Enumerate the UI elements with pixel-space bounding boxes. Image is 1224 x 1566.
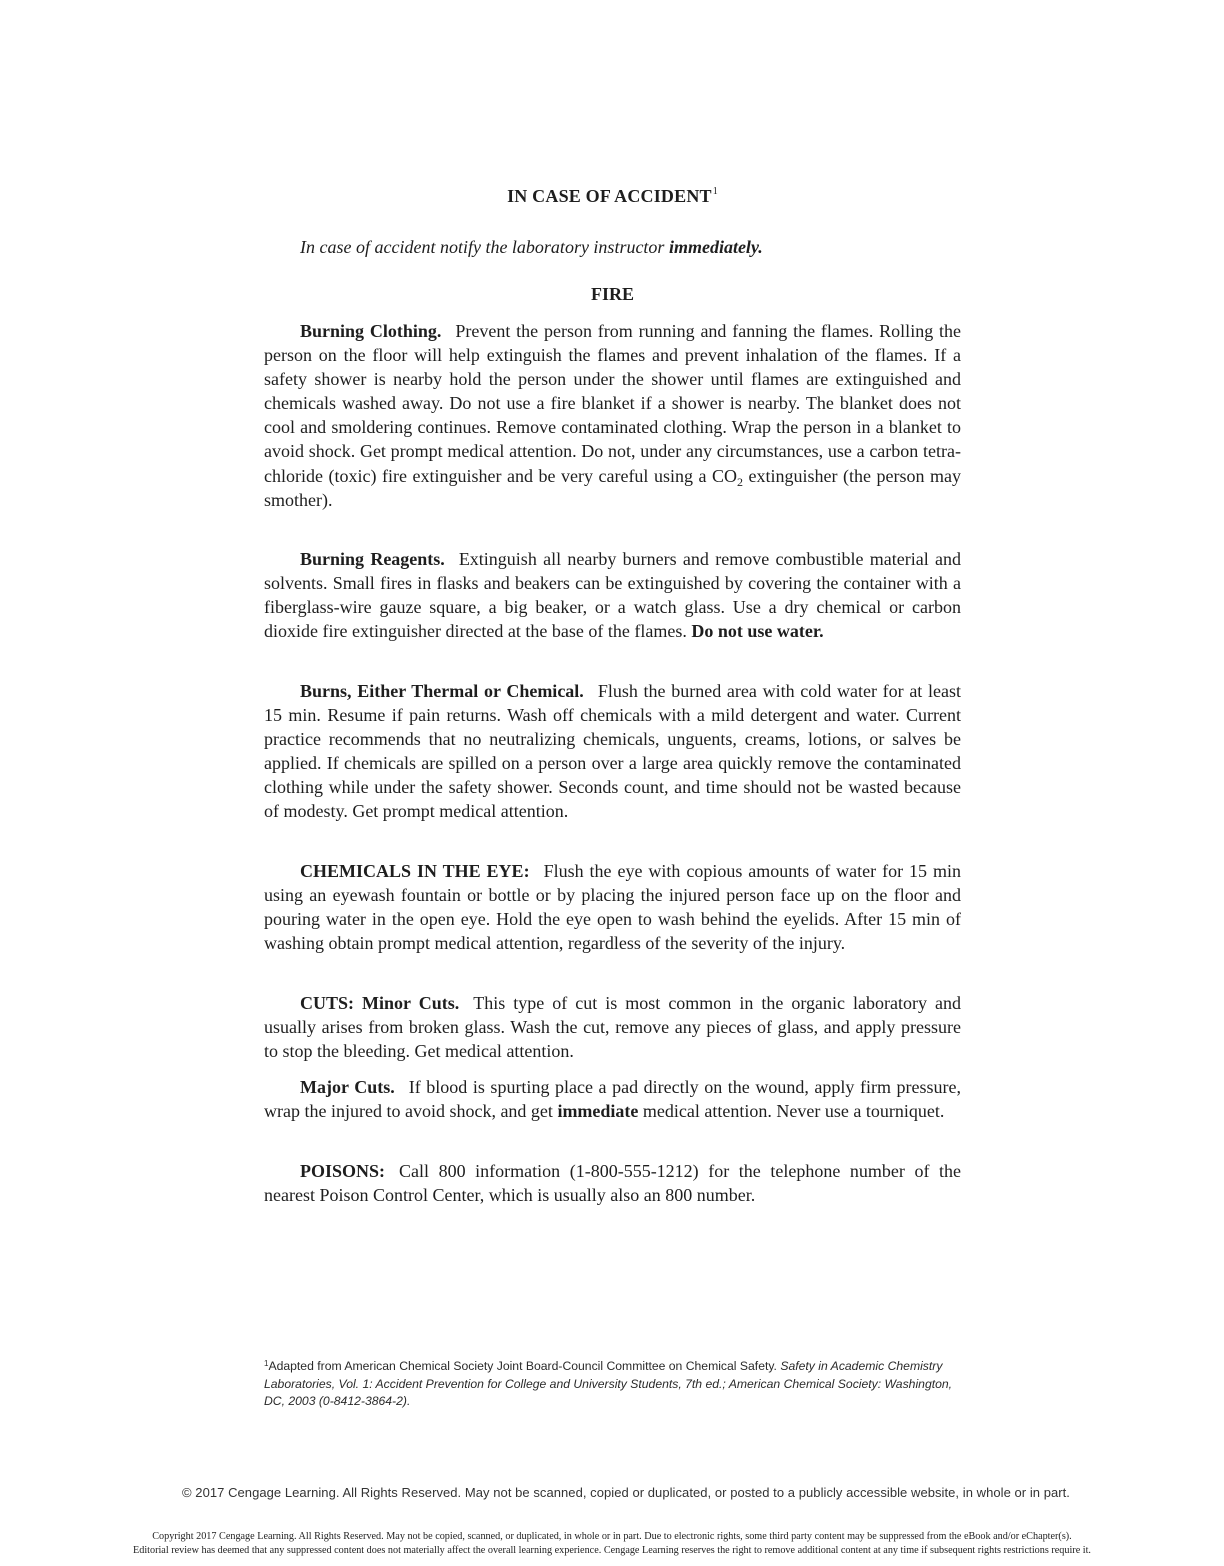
section-title-fire: FIRE xyxy=(590,284,634,304)
paragraph-text: Prevent the person from running and fanning the flames. Rolling the person on the floor will help extinguish the flames and prevent inhalation of the flames. If a safety shower is nearby hold the person under the shower until flames are extinguished and chemicals washed away. Do not use a fire blanket if a shower is nearby. The blanket does not cool and smoldering continues. Remove contaminated clothing. Wrap the person in a blanket to avoid shock. Get prompt medical attention. Do not, under any circumstances, use a carbon tetrachloride (toxic) fire extinguisher and be very careful using a CO xyxy=(264,321,962,486)
paragraph-text: medical attention. Never use a tourniquet. xyxy=(638,1101,945,1122)
copyright-footer-line: Copyright 2017 Cengage Learning. All Rights Reserved. May not be copied, scanned, or duplicated, in whole or in part. Due to electronic rights, some third party content may be suppressed from the eBook and/or eChapter(s). xyxy=(152,1531,1072,1542)
paragraph-lead: Major Cuts. xyxy=(300,1077,395,1097)
footnote-mark: 1 xyxy=(264,1359,269,1368)
copyright-footer-line: Editorial review has deemed that any suppressed content does not materially affect the overall learning experience. Cengage Learning reserves the right to remove additional content at any time if subsequent rights restrictions require it. xyxy=(133,1545,1091,1556)
paragraph-text: Call 800 information (1-800-555-1212) for the telephone number of the nearest Poison Control Center, which is usually also an 800 number. xyxy=(264,1161,961,1206)
paragraph-lead: CHEMICALS IN THE EYE: xyxy=(300,861,530,881)
paragraph-emphasis: Do not use water. xyxy=(691,621,824,642)
title-footnote-mark: 1 xyxy=(712,186,718,197)
paragraph-burning-clothing xyxy=(264,319,961,512)
paragraph-chemicals-in-eye xyxy=(264,859,961,955)
paragraph-lead: POISONS: xyxy=(300,1161,386,1181)
subscript: 2 xyxy=(736,474,743,489)
footnote xyxy=(264,1355,954,1411)
paragraph-text: This type of cut is most common in the organic laboratory and usually arises from broken glass. Wash the cut, remove any pieces of glass, and apply pressure to stop the bleeding. Get medical attention. xyxy=(264,993,961,1062)
footnote-citation: Safety in Academic Chemistry Laboratories, Vol. 1: Accident Prevention for College and University Students, 7th ed.; American Chemical Society: Washington, DC, 2003 (0-8412-3864-2). xyxy=(264,1359,953,1408)
paragraph-burning-reagents xyxy=(264,547,961,643)
copyright-footer xyxy=(0,1530,1224,1558)
paragraph-poisons xyxy=(264,1159,961,1207)
paragraph-text: Extinguish all nearby burners and remove combustible material and solvents. Small fires in flasks and beakers can be extinguished by covering the container with a fiberglass-wire gauze square, a big beaker, or a watch glass. Use a dry chemical or carbon dioxide fire extinguisher directed at the base of the flames. xyxy=(264,549,962,642)
paragraph-burns xyxy=(264,679,961,824)
paragraph-lead: Burns, Either Thermal or Chemical. xyxy=(300,681,584,701)
paragraph-major-cuts xyxy=(264,1075,961,1123)
paragraph-emphasis: immediate xyxy=(557,1101,639,1122)
title-text: IN CASE OF ACCIDENT xyxy=(507,186,712,206)
paragraph-text: Flush the eye with copious amounts of water for 15 min using an eyewash fountain or bottle or by placing the injured person face up on the floor and pouring water in the open eye. Hold the eye open to wash behind the eyelids. After 15 min of washing obtain prompt medical attention, regardless of the severity of the injury. xyxy=(264,861,961,954)
paragraph-text: Flush the burned area with cold water for at least 15 min. Resume if pain returns. Wash off chemicals with a mild detergent and water. Current practice recommends that no neutralizing chemicals, unguents, creams, lotions, or salves be applied. If chemicals are spilled on a person over a large area quickly remove the contaminated clothing while under the safety shower. Seconds count, and time should not be wasted because of modesty. Get prompt medical attention. xyxy=(264,681,961,822)
notify-emphasis: immediately. xyxy=(668,237,763,257)
paragraph-text: If blood is spurting place a pad directly on the wound, apply firm pressure, wrap the injured to avoid shock, and get xyxy=(264,1077,961,1122)
paragraph-text: extinguisher (the person may smother). xyxy=(264,465,961,510)
paragraph-lead: Burning Reagents. xyxy=(300,549,445,569)
copyright-notice: © 2017 Cengage Learning. All Rights Reserved. May not be scanned, copied or duplicated, or posted to a publicly accessible website, in whole or in part. xyxy=(182,1485,1070,1500)
paragraph-minor-cuts xyxy=(264,991,961,1063)
footnote-text: Adapted from American Chemical Society Joint Board-Council Committee on Chemical Safety. xyxy=(268,1359,781,1373)
notify-text: In case of accident notify the laboratory instructor xyxy=(300,237,669,257)
page-title xyxy=(264,186,961,207)
paragraph-lead: CUTS: Minor Cuts. xyxy=(300,993,460,1013)
paragraph-lead: Burning Clothing. xyxy=(300,321,442,341)
notify-instruction xyxy=(300,237,763,258)
